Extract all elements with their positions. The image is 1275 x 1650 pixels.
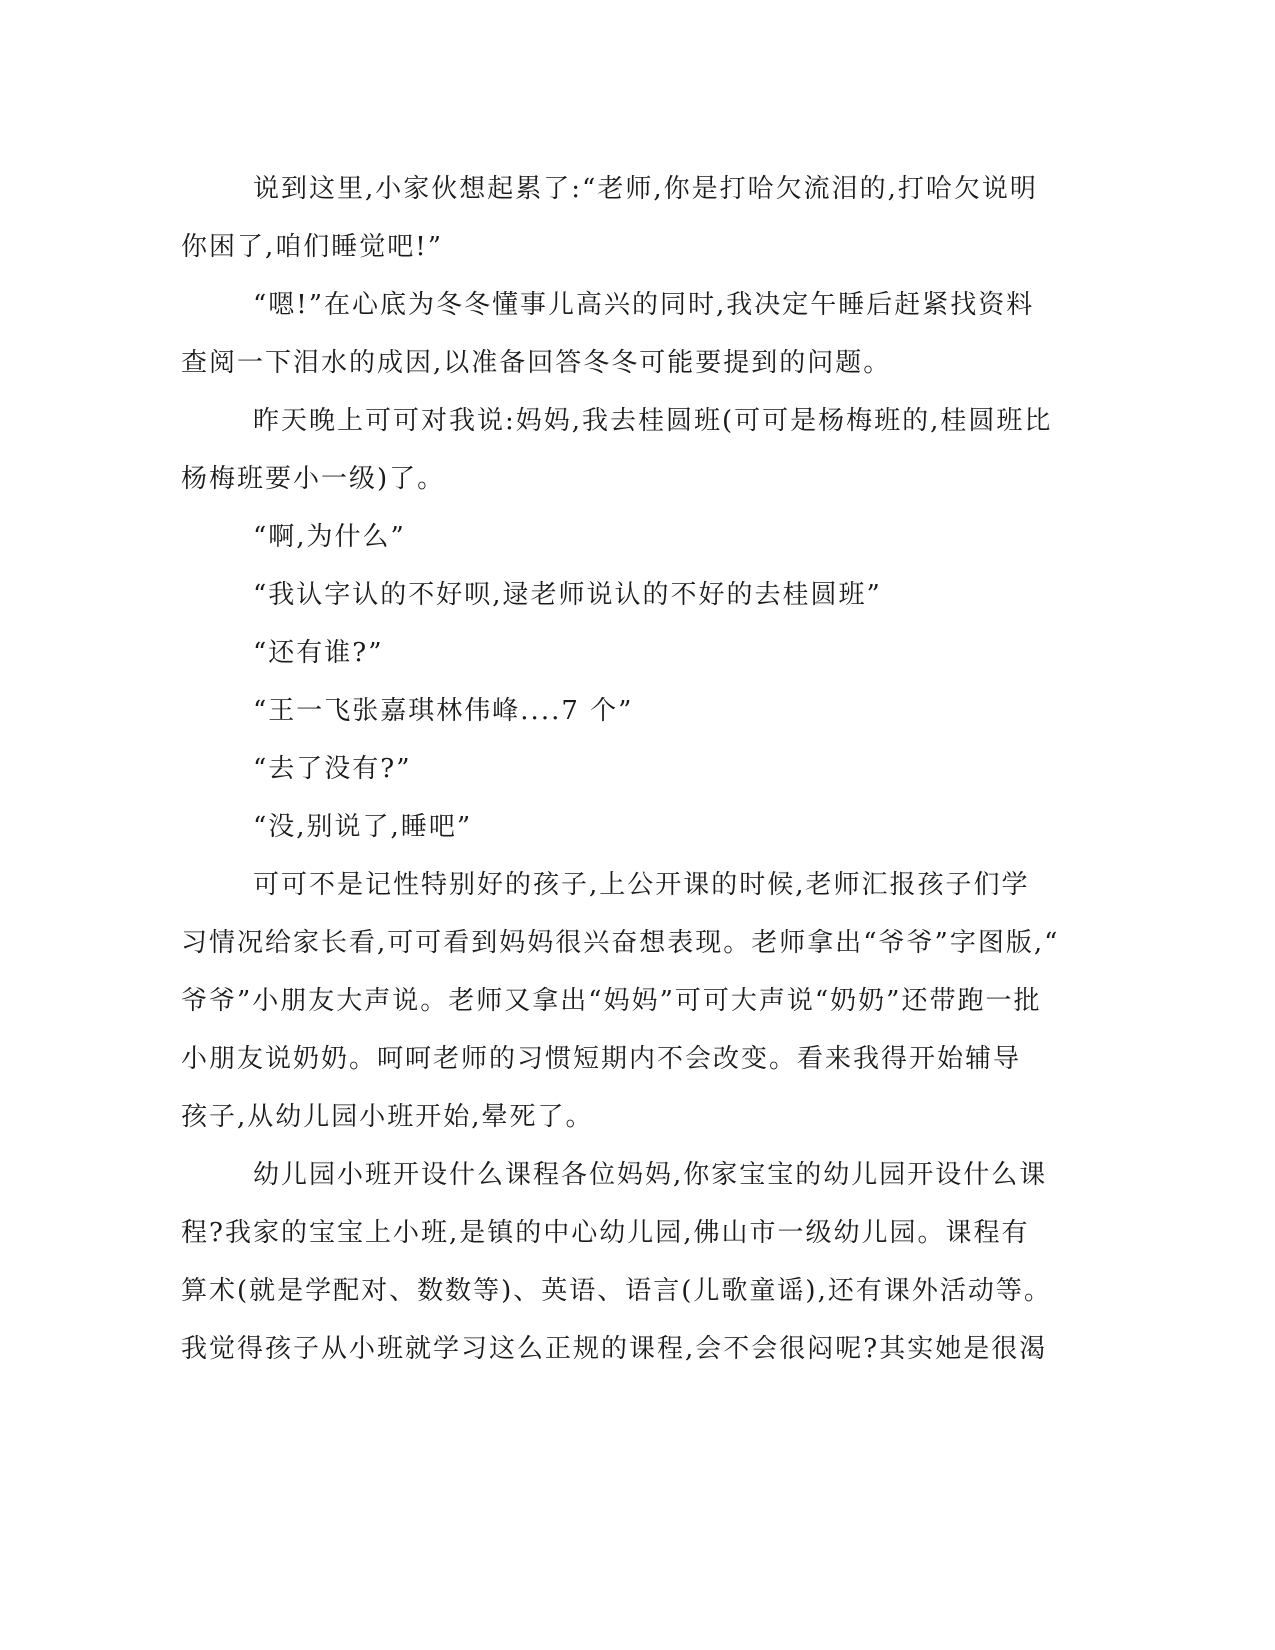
- paragraph-line: 幼儿园小班开设什么课程各位妈妈,你家宝宝的幼儿园开设什么课: [253, 1160, 1048, 1190]
- paragraph-line: 算术(就是学配对、数数等)、英语、语言(儿歌童谣),还有课外活动等。: [181, 1276, 1052, 1306]
- paragraph-line: 可可不是记性特别好的孩子,上公开课的时候,老师汇报孩子们学: [253, 870, 1030, 900]
- paragraph-line: 习情况给家长看,可可看到妈妈很兴奋想表现。老师拿出“爷爷”字图版,“: [181, 928, 1060, 958]
- dialogue-line: “没,别说了,睡吧”: [253, 812, 473, 842]
- paragraph-line: 杨梅班要小一级)了。: [181, 464, 446, 494]
- paragraph-line: 我觉得孩子从小班就学习这么正规的课程,会不会很闷呢?其实她是很渴: [181, 1334, 1048, 1364]
- paragraph-line: 程?我家的宝宝上小班,是镇的中心幼儿园,佛山市一级幼儿园。课程有: [181, 1218, 1030, 1248]
- paragraph-line: 查阅一下泪水的成因,以准备回答冬冬可能要提到的问题。: [181, 348, 892, 378]
- dialogue-line: “我认字认的不好呗,逯老师说认的不好的去桂圆班”: [253, 580, 882, 610]
- paragraph-line: 小朋友说奶奶。呵呵老师的习惯短期内不会改变。看来我得开始辅导: [181, 1044, 1022, 1074]
- dialogue-line: “啊,为什么”: [253, 522, 406, 552]
- dialogue-line: “王一飞张嘉琪林伟峰....7 个”: [253, 696, 634, 726]
- paragraph-line: “嗯!”在心底为冬冬懂事儿高兴的同时,我决定午睡后赶紧找资料: [253, 290, 1035, 320]
- paragraph-line: 爷爷”小朋友大声说。老师又拿出“妈妈”可可大声说“奶奶”还带跑一批: [181, 986, 1042, 1016]
- paragraph-line: 说到这里,小家伙想起累了:“老师,你是打哈欠流泪的,打哈欠说明: [253, 174, 1038, 204]
- paragraph-line: 昨天晚上可可对我说:妈妈,我去桂圆班(可可是杨梅班的,桂圆班比: [253, 406, 1053, 436]
- dialogue-line: “去了没有?”: [253, 754, 412, 784]
- paragraph-line: 你困了,咱们睡觉吧!”: [181, 232, 444, 262]
- document-body: [181, 160, 1060, 1378]
- dialogue-line: “还有谁?”: [253, 638, 384, 668]
- paragraph-line: 孩子,从幼儿园小班开始,晕死了。: [181, 1102, 594, 1132]
